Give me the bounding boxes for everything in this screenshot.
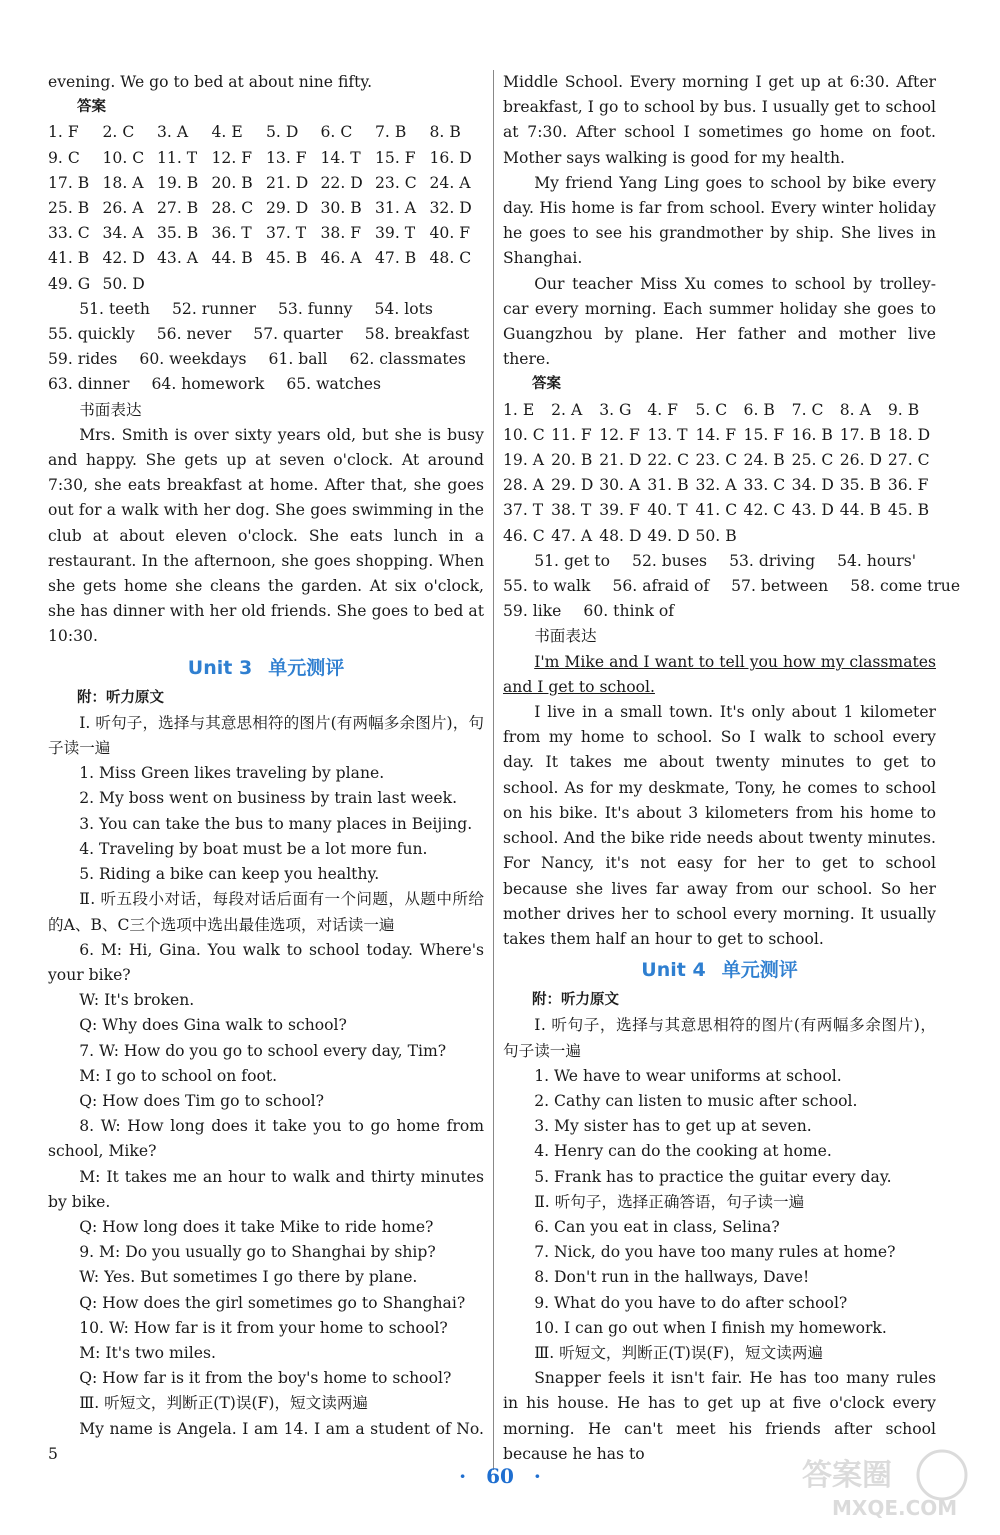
sentence-item: 2. My boss went on business by train last week. [79, 789, 458, 808]
unit-heading [48, 650, 484, 686]
answer-item: 41. C [695, 501, 738, 520]
writing-passage: Mrs. Smith is over sixty years old, but she is busy and happy. She gets up at seven o'clock. At around 7:30, she eats breakfast at home. After that, she goes out for a walk with her dog. She goes swimming in the club at about eleven o'clock. She eats lunch in a restaurant. In the afternoon, she goes shopping. When she gets home she cleans the garden. At six o'clock, she has dinner with her old friends. She goes to bed at 10:30. [48, 425, 484, 646]
answer-item: 16. B [791, 425, 833, 444]
answer-item: 23. C [375, 173, 417, 192]
word-answer: 64. homework [151, 375, 265, 394]
dialogue-line: M: It takes me an hour to walk and thirty minutes by bike. [48, 1167, 484, 1211]
answer-item: 35. B [157, 224, 199, 243]
answer-item: 26. D [839, 451, 883, 470]
answer-item: 34. A [102, 224, 144, 243]
answer-item: 7. C [791, 400, 824, 419]
answer-item: 35. B [839, 476, 881, 495]
answer-heading: 答案 [77, 99, 106, 116]
section-instruction: Ⅱ. 听五段小对话，每段对话后面有一个问题，从题中所给的A、B、C三个选项中选出最佳选项，对话读一遍 [48, 890, 484, 934]
answer-item: 36. F [887, 476, 929, 495]
dialogue-line: W: Yes. But sometimes I go there by plane. [79, 1268, 418, 1287]
section-instruction: Ⅰ. 听句子，选择与其意思相符的图片(有两幅多余图片)，句子读一遍 [48, 713, 484, 758]
word-answer: 58. breakfast [364, 325, 470, 344]
answer-heading: 答案 [532, 376, 561, 393]
answer-item: 12. F [211, 148, 253, 167]
answer-item: 25. C [791, 451, 834, 470]
word-answer: 55. quickly [48, 325, 135, 344]
answer-item: 20. B [551, 451, 593, 470]
sentence-item: 9. What do you have to do after school? [534, 1293, 848, 1312]
answer-item: 42. D [102, 249, 145, 268]
answer-item: 49. G [48, 274, 91, 293]
sentence-item: 4. Traveling by boat must be a lot more fun. [79, 839, 428, 858]
answer-item: 30. B [320, 199, 362, 218]
answer-item: 9. C [48, 148, 80, 167]
sentence-item: 3. You can take the bus to many places in Beijing. [79, 814, 473, 833]
word-answers-line [48, 372, 484, 397]
answer-item: 17. B [48, 173, 90, 192]
word-answer: 59. like [503, 602, 562, 621]
word-answer: 56. never [156, 325, 232, 344]
dialogue-line: 7. W: How do you go to school every day, Tim? [79, 1041, 447, 1060]
word-answers-line [503, 549, 936, 574]
passage-paragraph: Middle School. Every morning I get up at 6:30. After breakfast, I go to school by bus. I usually get to school at 7:30. After school I sometimes go home on foot. Mother says walking is good for my health. [503, 73, 936, 167]
answer-item: 18. D [887, 425, 931, 444]
dialogue-line: 10. W: How far is it from your home to school? [79, 1318, 448, 1337]
answer-item: 48. C [429, 249, 472, 268]
answer-item: 43. D [791, 501, 834, 520]
word-answer: 58. come true [850, 577, 961, 596]
watermark-url: MXQE.COM [832, 1496, 958, 1520]
word-answer: 57. quarter [253, 325, 343, 344]
answer-item: 28. A [503, 476, 545, 495]
dialogue-line: M: I go to school on foot. [79, 1066, 278, 1085]
answer-item: 20. B [211, 173, 253, 192]
word-answer: 55. to walk [503, 577, 591, 596]
left-column [48, 70, 484, 1467]
answer-grid [503, 398, 936, 549]
answer-item: 38. F [320, 224, 362, 243]
answer-item: 19. B [157, 173, 199, 192]
answer-item: 16. D [429, 148, 472, 167]
answer-item: 48. D [599, 526, 642, 545]
answer-item: 10. C [102, 148, 145, 167]
dialogue-line: Q: Why does Gina walk to school? [79, 1016, 347, 1035]
writing-opening: I'm Mike and I want to tell you how my classmates and I get to school. [503, 652, 936, 696]
answer-item: 47. A [551, 526, 593, 545]
dialogue-line: Q: How far is it from the boy's home to school? [79, 1369, 452, 1388]
answer-item: 44. B [211, 249, 253, 268]
script-heading: 附：听力原文 [532, 992, 619, 1009]
sentence-item: 7. Nick, do you have too many rules at home? [534, 1243, 896, 1262]
word-answer: 62. classmates [349, 350, 466, 369]
passage-paragraph: My friend Yang Ling goes to school by bike every day. His home is far from school. Every winter holiday he goes to see his grandmother by ship. She lives in Shanghai. [503, 173, 936, 268]
column-divider [493, 70, 494, 1470]
answer-item: 13. T [647, 425, 688, 444]
answer-item: 25. B [48, 199, 90, 218]
dialogue-line: 9. M: Do you usually go to Shanghai by ship? [79, 1243, 436, 1262]
word-answers-line [503, 599, 936, 624]
answer-item: 11. T [157, 148, 198, 167]
answer-item: 42. C [743, 501, 786, 520]
sentence-item: 1. We have to wear uniforms at school. [534, 1066, 842, 1085]
answer-item: 14. F [695, 425, 737, 444]
script-heading: 附：听力原文 [77, 689, 164, 706]
answer-item: 1. E [503, 400, 535, 419]
answer-item: 40. T [647, 501, 688, 520]
word-answer: 51. get to [534, 551, 611, 570]
answer-item: 37. T [503, 501, 544, 520]
answer-item: 11. F [551, 425, 592, 444]
answer-item: 46. A [320, 249, 362, 268]
answer-item: 23. C [695, 451, 738, 470]
answer-item: 22. D [320, 173, 363, 192]
answer-item: 22. C [647, 451, 690, 470]
writing-passage: I live in a small town. It's only about 1 kilometer from my home to school. So I walk to school every day. It takes me about twenty minutes to get to school. As for my deskmate, Tony, he comes to school on his bike. It's about 3 kilometers from his home to school. And the bike ride needs about twenty minutes. For Nancy, it's not easy for her to get to school because she lives far away from our school. So her mother drives her to school every morning. It usually takes them half an hour to get to school. [503, 703, 936, 948]
word-answer: 53. driving [729, 551, 816, 570]
answer-item: 8. A [839, 400, 871, 419]
dialogue-line: M: It's two miles. [79, 1343, 216, 1362]
answer-item: 19. A [503, 451, 545, 470]
answer-item: 13. F [266, 148, 307, 167]
dialogue-line: Q: How long does it take Mike to ride home? [79, 1217, 434, 1236]
sentence-item: 5. Riding a bike can keep you healthy. [79, 865, 380, 884]
dialogue-line: Q: How does the girl sometimes go to Shanghai? [79, 1293, 466, 1312]
word-answer: 65. watches [286, 375, 382, 394]
answer-item: 45. B [266, 249, 308, 268]
sentence-item: 1. Miss Green likes traveling by plane. [79, 764, 385, 783]
word-answer: 61. ball [268, 350, 328, 369]
unit-title: Unit 4 [641, 959, 706, 982]
word-answer: 53. funny [278, 299, 353, 318]
answer-item: 7. B [375, 123, 407, 142]
answer-item: 17. B [839, 425, 881, 444]
sentence-item: 5. Frank has to practice the guitar every day. [534, 1167, 892, 1186]
word-answer: 56. afraid of [612, 577, 710, 596]
word-answers-line [48, 297, 484, 322]
answer-item: 47. B [375, 249, 417, 268]
footer-dot: · [459, 1464, 467, 1488]
word-answer: 52. buses [632, 551, 708, 570]
sentence-item: 3. My sister has to get up at seven. [534, 1117, 812, 1136]
word-answer: 57. between [731, 577, 829, 596]
section-instruction: Ⅰ. 听句子，选择与其意思相符的图片(有两幅多余图片)，句子读一遍 [503, 1016, 936, 1060]
answer-item: 37. T [266, 224, 307, 243]
answer-item: 32. D [429, 199, 472, 218]
answer-item: 26. A [102, 199, 144, 218]
answer-item: 4. F [647, 400, 678, 419]
answer-item: 5. C [695, 400, 728, 419]
word-answer: 59. rides [48, 350, 118, 369]
watermark-cn: 答案圈 [802, 1458, 892, 1493]
section-instruction: Ⅱ. 听句子，选择正确答语，句子读一遍 [534, 1192, 805, 1211]
watermark-logo [792, 1445, 982, 1523]
word-answer: 54. lots [374, 299, 433, 318]
sentence-item: 6. Can you eat in class, Selina? [534, 1217, 780, 1236]
answer-item: 3. G [599, 400, 632, 419]
dialogue-line: W: It's broken. [79, 991, 195, 1010]
passage-paragraph: Our teacher Miss Xu comes to school by trolley-car every morning. Each summer holiday she goes to Guangzhou by plane. Her father and mother live there. [503, 274, 936, 369]
intro-tail: evening. We go to bed at about nine fifty. [48, 73, 373, 91]
sentence-item: 2. Cathy can listen to music after school. [534, 1091, 858, 1110]
answer-item: 15. F [743, 425, 785, 444]
answer-item: 38. T [551, 501, 592, 520]
answer-item: 45. B [887, 501, 930, 520]
answer-item: 21. D [599, 451, 642, 470]
answer-item: 9. B [887, 400, 920, 419]
answer-item: 29. D [551, 476, 594, 495]
unit-heading [503, 952, 936, 988]
unit-subtitle: 单元测评 [268, 656, 345, 679]
answer-item: 46. C [503, 526, 545, 545]
answer-item: 30. A [599, 476, 641, 495]
writing-heading: 书面表达 [534, 627, 597, 646]
unit-subtitle: 单元测评 [721, 959, 798, 982]
answer-item: 36. T [211, 224, 252, 243]
answer-item: 32. A [695, 476, 737, 495]
answer-item: 14. T [320, 148, 361, 167]
footer-dot: · [533, 1464, 541, 1488]
answer-item: 2. C [102, 123, 135, 142]
answer-item: 3. A [157, 123, 189, 142]
answer-item: 24. B [743, 451, 785, 470]
answer-item: 39. F [599, 501, 640, 520]
answer-item: 5. D [266, 123, 299, 142]
word-answer: 54. hours' [837, 551, 917, 570]
word-answer: 60. think of [583, 602, 675, 621]
answer-item: 1. F [48, 123, 79, 142]
answer-item: 10. C [503, 425, 545, 444]
answer-item: 27. C [887, 451, 930, 470]
dialogue-line: Q: How does Tim go to school? [79, 1091, 325, 1110]
answer-item: 27. B [157, 199, 199, 218]
answer-item: 39. T [375, 224, 416, 243]
answer-grid [48, 120, 484, 296]
right-column [503, 70, 961, 1467]
sentence-item: 8. Don't run in the hallways, Dave! [534, 1268, 810, 1287]
sentence-item: 4. Henry can do the cooking at home. [534, 1142, 832, 1161]
answer-item: 33. C [743, 476, 786, 495]
answer-item: 28. C [211, 199, 254, 218]
word-answers-line [503, 574, 961, 599]
answer-item: 33. C [48, 224, 90, 243]
section-instruction: Ⅲ. 听短文，判断正(T)误(F)，短文读两遍 [534, 1343, 824, 1362]
dialogue-line: 8. W: How long does it take you to go home from school, Mike? [48, 1117, 484, 1161]
answer-item: 31. A [375, 199, 417, 218]
answer-item: 43. A [157, 249, 199, 268]
unit-title: Unit 3 [187, 656, 253, 679]
dialogue-line: 6. M: Hi, Gina. You walk to school today. Where's your bike? [48, 940, 484, 984]
watermark-logo-icon [792, 1445, 982, 1523]
answer-item: 50. D [102, 274, 145, 293]
answer-item: 49. D [647, 526, 690, 545]
answer-item: 6. B [743, 400, 775, 419]
answer-item: 50. B [695, 526, 737, 545]
word-answer: 60. weekdays [139, 350, 247, 369]
answer-item: 6. C [320, 123, 353, 142]
writing-heading: 书面表达 [79, 400, 142, 419]
word-answer: 63. dinner [48, 375, 130, 394]
passage-paragraph: Snapper feels it isn't fair. He has too many rules in his house. He has to get up at five o'clock every morning. He can't meet his friends after school because he has to [503, 1369, 936, 1463]
answer-item: 15. F [375, 148, 416, 167]
answer-item: 8. B [429, 123, 461, 142]
answer-item: 4. E [211, 123, 243, 142]
answer-item: 41. B [48, 249, 90, 268]
answer-item: 31. B [647, 476, 689, 495]
answer-item: 24. A [429, 173, 471, 192]
section-instruction: Ⅲ. 听短文，判断正(T)误(F)，短文读两遍 [79, 1394, 369, 1413]
answer-item: 21. D [266, 173, 309, 192]
passage-start: My name is Angela. I am 14. I am a student of No. 5 [48, 1419, 484, 1463]
sentence-item: 10. I can go out when I finish my homework. [534, 1318, 887, 1337]
page-number: 60 [486, 1464, 514, 1488]
answer-item: 44. B [839, 501, 881, 520]
word-answers-line [48, 347, 484, 372]
answer-item: 18. A [102, 173, 144, 192]
answer-item: 34. D [791, 476, 834, 495]
answer-item: 40. F [429, 224, 471, 243]
answer-item: 12. F [599, 425, 640, 444]
answer-item: 29. D [266, 199, 309, 218]
word-answer: 52. runner [171, 299, 257, 318]
answer-item: 2. A [551, 400, 583, 419]
word-answer: 51. teeth [79, 299, 150, 318]
word-answers-line [48, 322, 484, 347]
